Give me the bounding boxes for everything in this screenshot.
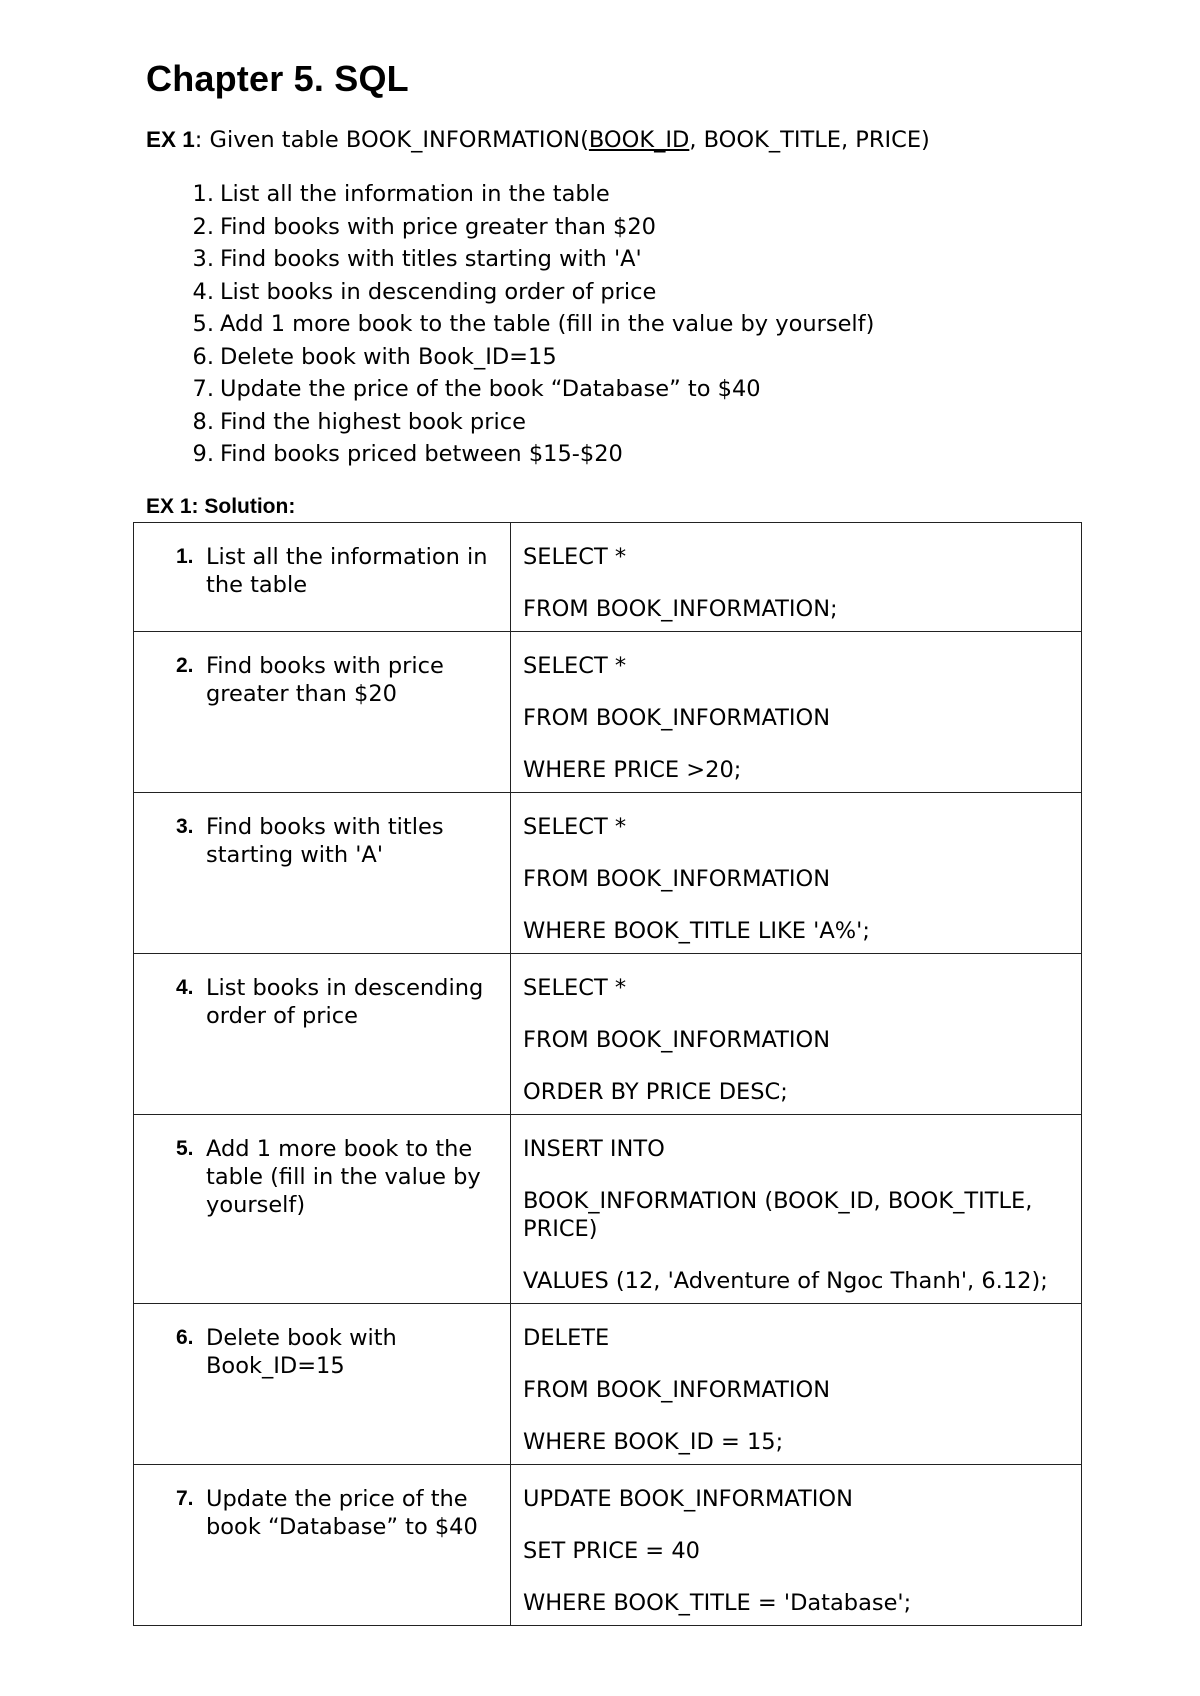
question-wrapper	[134, 793, 510, 877]
sql-line: WHERE BOOK_ID = 15;	[523, 1429, 784, 1455]
solution-row	[134, 1304, 1082, 1465]
sql-line: SELECT *	[523, 975, 627, 1001]
task-text: Update the price of the book “Database” to $40	[220, 376, 761, 403]
question-number: 1.	[176, 545, 194, 568]
solution-question-cell	[134, 523, 511, 632]
question-wrapper	[134, 1465, 510, 1549]
task-item	[146, 406, 874, 439]
sql-line: FROM BOOK_INFORMATION	[523, 1027, 831, 1053]
sql-line: DELETE	[523, 1325, 610, 1351]
task-text: List all the information in the table	[220, 181, 610, 208]
task-item	[146, 438, 874, 471]
chapter-title: Chapter 5. SQL	[146, 58, 409, 99]
task-number: 7.	[192, 376, 214, 403]
sql-line: INSERT INTO	[523, 1136, 665, 1162]
sql-line: SET PRICE = 40	[523, 1538, 700, 1564]
solution-answer-cell	[511, 523, 1082, 632]
question-number: 5.	[176, 1137, 194, 1160]
question-wrapper	[134, 954, 510, 1038]
solution-question-cell	[134, 1465, 511, 1626]
task-number: 3.	[192, 246, 214, 273]
solution-row	[134, 632, 1082, 793]
task-text: Find books priced between $15-$20	[220, 441, 623, 468]
question-text: Find books with titles starting with 'A'	[206, 814, 444, 868]
question-wrapper	[134, 632, 510, 716]
question-number: 7.	[176, 1487, 194, 1510]
question-text: Find books with price greater than $20	[206, 653, 444, 707]
question-wrapper	[134, 523, 510, 607]
task-item	[146, 211, 874, 244]
sql-line: FROM BOOK_INFORMATION	[523, 866, 831, 892]
task-number: 2.	[192, 213, 214, 240]
solution-row	[134, 1465, 1082, 1626]
sql-answer	[511, 793, 1081, 953]
sql-answer	[511, 632, 1081, 792]
solution-answer-cell	[511, 954, 1082, 1115]
task-number: 6.	[192, 343, 214, 370]
solution-question-cell	[134, 954, 511, 1115]
task-item	[146, 243, 874, 276]
question-number: 4.	[176, 976, 194, 999]
solution-table	[133, 522, 1082, 1626]
sql-line: WHERE BOOK_TITLE = 'Database';	[523, 1590, 912, 1616]
sql-line: VALUES (12, 'Adventure of Ngoc Thanh', 6.12);	[523, 1268, 1048, 1294]
solution-question-cell	[134, 1304, 511, 1465]
question-wrapper	[134, 1115, 510, 1227]
solution-row	[134, 793, 1082, 954]
solution-question-cell	[134, 793, 511, 954]
sql-answer	[511, 1115, 1081, 1303]
solution-answer-cell	[511, 793, 1082, 954]
solution-row	[134, 954, 1082, 1115]
given-table-suffix: , BOOK_TITLE, PRICE)	[689, 127, 930, 153]
sql-line: BOOK_INFORMATION (BOOK_ID, BOOK_TITLE, PRICE)	[523, 1188, 1033, 1242]
task-text: Find books with titles starting with 'A'	[220, 246, 642, 273]
task-item	[146, 341, 874, 374]
exercise-heading	[146, 127, 930, 153]
sql-line: WHERE PRICE >20;	[523, 757, 742, 783]
solution-row	[134, 1115, 1082, 1304]
primary-key-field: BOOK_ID	[588, 127, 690, 153]
sql-answer	[511, 523, 1081, 631]
sql-line: SELECT *	[523, 544, 627, 570]
question-number: 6.	[176, 1326, 194, 1349]
question-text: List books in descending order of price	[206, 975, 484, 1029]
solution-answer-cell	[511, 1465, 1082, 1626]
sql-line: WHERE BOOK_TITLE LIKE 'A%';	[523, 918, 870, 944]
task-number: 9.	[192, 441, 214, 468]
task-text: List books in descending order of price	[220, 278, 657, 305]
task-item	[146, 276, 874, 309]
solution-row	[134, 523, 1082, 632]
question-wrapper	[134, 1304, 510, 1388]
solution-answer-cell	[511, 632, 1082, 793]
solution-question-cell	[134, 632, 511, 793]
task-number: 8.	[192, 408, 214, 435]
question-text: Update the price of the book “Database” to $40	[206, 1486, 478, 1540]
sql-line: SELECT *	[523, 653, 627, 679]
solution-question-cell	[134, 1115, 511, 1304]
task-text: Find the highest book price	[220, 408, 526, 435]
given-table-prefix: : Given table BOOK_INFORMATION(	[194, 127, 589, 153]
task-list	[146, 178, 874, 471]
solution-heading: EX 1: Solution:	[146, 495, 296, 518]
task-item	[146, 308, 874, 341]
task-text: Delete book with Book_ID=15	[220, 343, 557, 370]
sql-answer	[511, 954, 1081, 1114]
sql-line: UPDATE BOOK_INFORMATION	[523, 1486, 853, 1512]
sql-answer	[511, 1465, 1081, 1625]
question-text: List all the information in the table	[206, 544, 488, 598]
question-number: 2.	[176, 654, 194, 677]
question-number: 3.	[176, 815, 194, 838]
sql-line: FROM BOOK_INFORMATION;	[523, 596, 838, 622]
task-number: 4.	[192, 278, 214, 305]
sql-line: ORDER BY PRICE DESC;	[523, 1079, 788, 1105]
task-number: 1.	[192, 181, 214, 208]
solution-answer-cell	[511, 1115, 1082, 1304]
task-item	[146, 178, 874, 211]
task-item	[146, 373, 874, 406]
solution-answer-cell	[511, 1304, 1082, 1465]
question-text: Delete book with Book_ID=15	[206, 1325, 397, 1379]
task-text: Add 1 more book to the table (fill in the value by yourself)	[220, 311, 875, 338]
task-number: 5.	[192, 311, 214, 338]
sql-line: FROM BOOK_INFORMATION	[523, 1377, 831, 1403]
task-text: Find books with price greater than $20	[220, 213, 656, 240]
sql-line: SELECT *	[523, 814, 627, 840]
question-text: Add 1 more book to the table (fill in the value by yourself)	[206, 1136, 481, 1218]
sql-line: FROM BOOK_INFORMATION	[523, 705, 831, 731]
exercise-label: EX 1	[146, 127, 195, 152]
sql-answer	[511, 1304, 1081, 1464]
